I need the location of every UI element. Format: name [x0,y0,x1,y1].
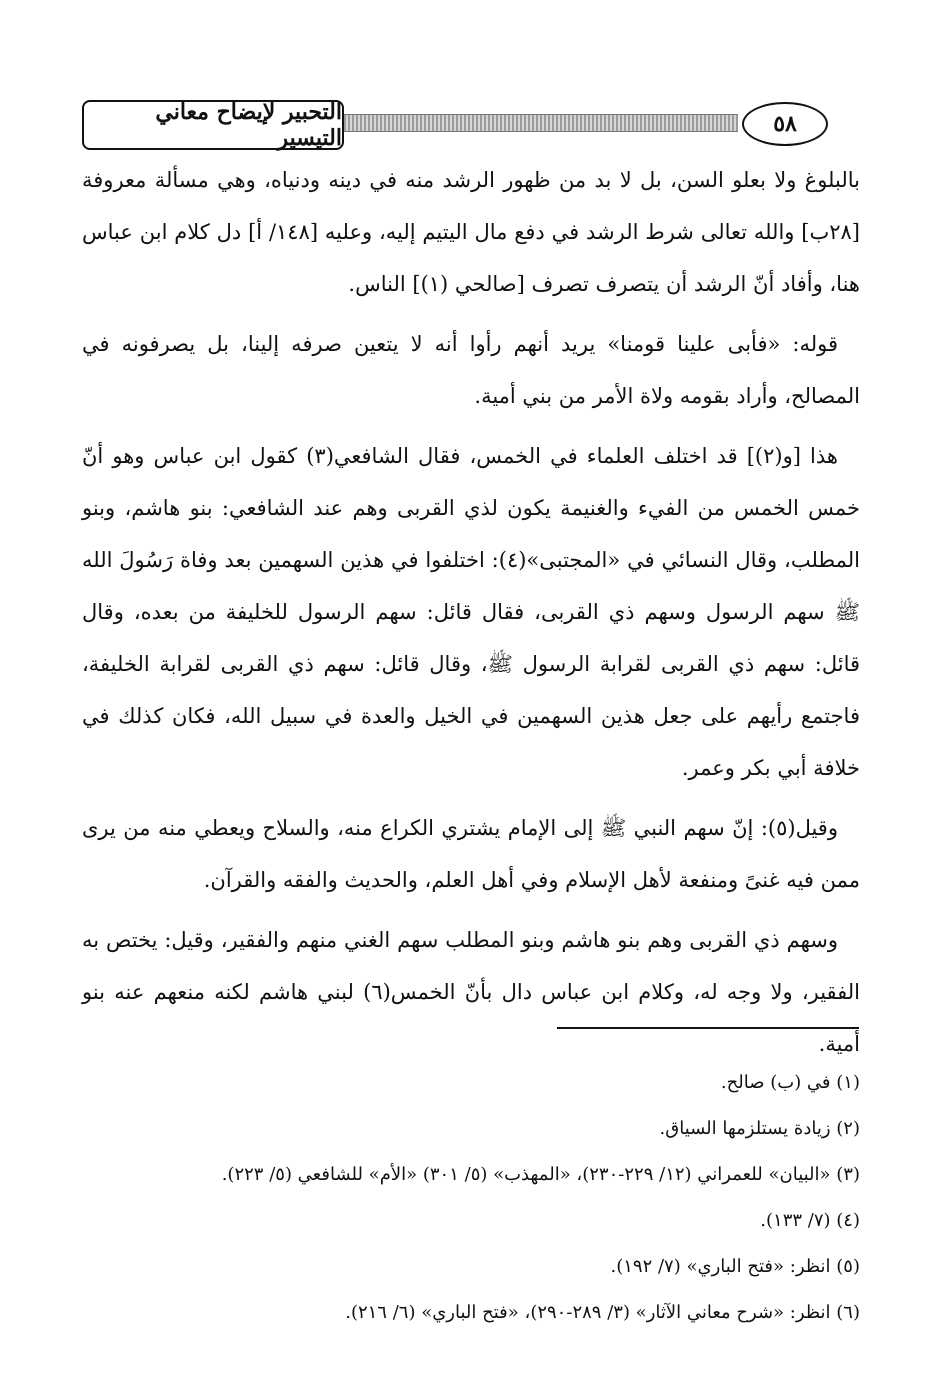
footnote-separator [557,1027,859,1029]
paragraph: وسهم ذي القربى وهم بنو هاشم وبنو المطلب سهم الغني منهم والفقير، وقيل: يختص به الفقير، ولا وجه له، وكلام ابن عباس دال بأنّ الخمس(٦) لبني هاشم لكنه منعهم عنه بنو أمية. [82,928,861,1056]
footnote: (١) في (ب) صالح. [720,1072,860,1093]
main-text [82,154,860,1070]
footnote: (٥) انظر: «فتح الباري» (٧/ ١٩٢). [610,1256,860,1277]
page-header [82,96,828,152]
paragraph: بالبلوغ ولا بعلو السن، بل لا بد من ظهور الرشد منه في دينه ودنياه، وهي مسألة معروفة [٢٨ب] والله تعالى شرط الرشد في دفع مال اليتيم إليه، وعليه [١٤٨/ أ] دل كلام ابن عباس هنا، وأفاد أنّ الرشد أن يتصرف تصرف [صالحي (١)] الناس. [82,168,860,296]
footnote: (٢) زيادة يستلزمها السياق. [659,1118,860,1139]
header-decorative-bar [332,114,738,132]
paragraph: قوله: «فأبى علينا قومنا» يريد أنهم رأوا أنه لا يتعين صرفه إلينا، بل يصرفونه في المصالح، وأراد بقومه ولاة الأمر من بني أمية. [82,332,860,408]
footnote: (٤) (٧/ ١٣٣). [760,1210,860,1231]
footnotes [82,1060,860,1336]
book-title: التحبير لإيضاح معاني التيسير [82,100,344,150]
footnote: (٣) «البيان» للعمراني (١٢/ ٢٢٩-٢٣٠)، «المهذب» (٥/ ٣٠١) «الأم» للشافعي (٥/ ٢٢٣). [221,1164,860,1185]
paragraph: هذا [و(٢)] قد اختلف العلماء في الخمس، فقال الشافعي(٣) كقول ابن عباس وهو أنّ خمس الخمس من الفيء والغنيمة يكون لذي القربى وهم عند الشافعي: بنو هاشم، وبنو المطلب، وقال النسائي في «المجتبى»(٤): اختلفوا في هذين السهمين بعد وفاة رَسُولَ الله ﷺ سهم الرسول وسهم ذي القربى، فقال قائل: سهم الرسول للخليفة من بعده، وقال قائل: سهم ذي القربى لقرابة الرسول ﷺ، وقال قائل: سهم ذي القربى لقرابة الخليفة، فاجتمع رأيهم على جعل هذين السهمين في الخيل والعدة في سبيل الله، فكان كذلك في خلافة أبي بكر وعمر. [82,444,860,780]
footnote: (٦) انظر: «شرح معاني الآثار» (٣/ ٢٨٩-٢٩٠)، «فتح الباري» (٦/ ٢١٦). [345,1302,860,1323]
paragraph: وقيل(٥): إنّ سهم النبي ﷺ إلى الإمام يشتري الكراع منه، والسلاح ويعطي منه من يرى ممن فيه غنىً ومنفعة لأهل الإسلام وفي أهل العلم، والحديث والفقه والقرآن. [82,816,860,892]
page-number: ٥٨ [742,102,828,146]
